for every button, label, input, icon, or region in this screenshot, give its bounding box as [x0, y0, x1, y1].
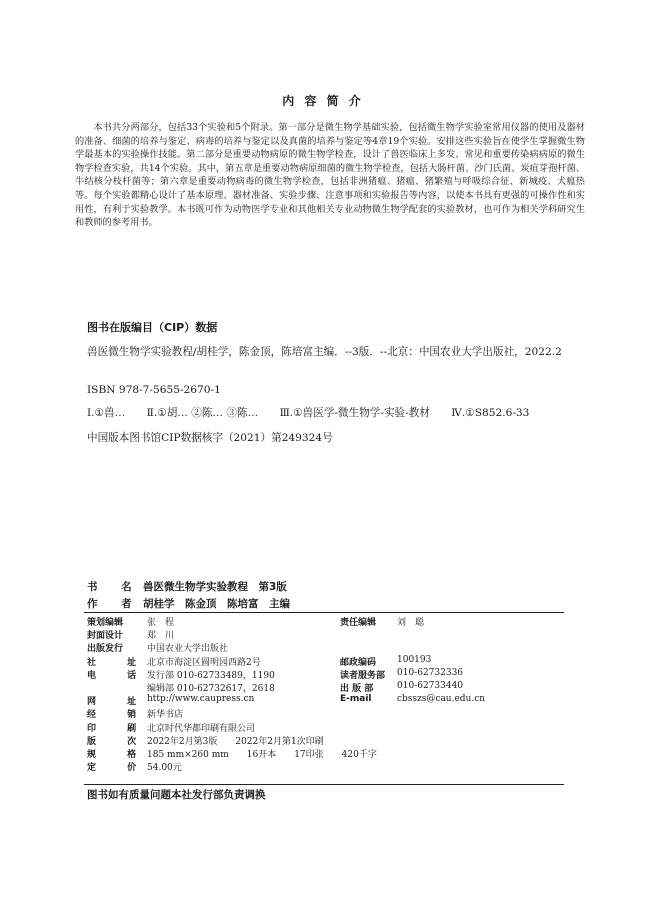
summary-text: 本书共分两部分，包括33个实验和5个附录。第一部分是微生物学基础实验，包括微生物学实验室常用仪器的使用及器材的准备、细菌的培养与鉴定、病毒的培养与鉴定以及真菌的培养与鉴定等4章19个实验。安排这些实验旨在使学生掌握微生物学最基本的实验操作技能。第二部分是重要动物病原的微生物学检查，设计了兽医临床上多发、常见和重要传染病病原的微生物学检查实验，共14个实验。其中，第五章是重要动物病原细菌的微生物学检查，包括大肠杆菌、沙门氏菌、炭疽芽孢杆菌、牛结核分枝杆菌等；第六章是重要动物病毒的微生物学检查，包括非洲猪瘟、猪瘟、猪繁殖与呼吸综合征、新城疫、犬瘟热等。每个实验都精心设计了基本原理、器材准备、实验步骤、注意事项和实验报告等内容，以使本书具有更强的可操作性和实用性，有利于实验教学。本书既可作为动物医学专业和其他相关专业动物微生物学配套的实验教材，也可作为相关学科研究生和教师的参考用书。 [75, 122, 585, 229]
phone-editorial-value: 编辑部 010-62732617，2618 [147, 683, 275, 694]
cip-classification-row [87, 405, 547, 420]
quality-notice: 图书如有质量问题本社发行部负责调换 [87, 789, 266, 801]
price-label: 定 价 [87, 763, 151, 774]
pub-row-address [87, 655, 577, 668]
email-label: E-mail [340, 694, 372, 705]
phone-label: 电 话 [87, 670, 151, 681]
cip-number: 中国版本图书馆CIP数据核字（2021）第249324号 [87, 432, 333, 444]
planning-editor-label: 策划编辑 [87, 618, 124, 628]
pub-row-printing [87, 721, 577, 734]
book-author-value: 胡桂学 陈金顶 陈培富 主编 [143, 598, 290, 610]
price-value: 54.00元 [147, 763, 182, 774]
cip-classification-3: Ⅲ.①兽医学-微生物学-实验-教材 [279, 407, 430, 419]
distribution-label: 经 销 [87, 710, 151, 721]
cip-heading: 图书在版编目（CIP）数据 [87, 321, 218, 334]
publisher-value: 中国农业大学出版社 [147, 644, 229, 655]
summary-title: 内 容 简 介 [282, 94, 364, 108]
edition-label: 版 次 [87, 736, 151, 747]
book-title-value: 兽医微生物学实验教程 第3版 [143, 581, 287, 593]
publication-info [87, 615, 577, 773]
postcode-label: 邮政编码 [340, 657, 377, 668]
bottom-divider [84, 784, 564, 785]
cip-title-line: 兽医微生物学实验教程/胡桂学，陈金顶，陈培富主编．--3版．--北京：中国农业大学出版社，2022.2 [87, 346, 562, 358]
pub-row-edition [87, 734, 577, 747]
pub-row-cover [87, 628, 577, 641]
pub-row-distribution [87, 707, 577, 720]
cip-classification-4: Ⅳ.①S852.6-33 [451, 407, 530, 419]
cip-isbn: ISBN 978-7-5655-2670-1 [87, 384, 221, 396]
pub-row-spec [87, 747, 577, 760]
website-label: 网 址 [87, 697, 151, 708]
cip-classification-2: Ⅱ.①胡… ②陈… ③陈… [146, 407, 259, 419]
website-value[interactable]: http://www.caupress.cn [147, 694, 255, 705]
pub-row-phone-1 [87, 668, 577, 681]
book-title-label: 书 名 [87, 581, 142, 593]
cover-design-value: 郑 川 [147, 631, 175, 642]
responsible-editor-label: 责任编辑 [340, 618, 377, 628]
edition-value: 2022年2月第3版 2022年2月第1次印刷 [147, 736, 324, 747]
postcode-value: 100193 [397, 654, 432, 665]
book-title-row [87, 579, 287, 594]
printing-value: 北京时代华都印刷有限公司 [147, 723, 256, 734]
pub-row-editors [87, 615, 577, 628]
publishing-value: 010-62733440 [397, 680, 464, 691]
book-author-label: 作 者 [87, 598, 142, 610]
responsible-editor-value: 刘 聪 [397, 618, 425, 628]
distribution-value: 新华书店 [147, 710, 184, 721]
phone-issue-value: 发行部 010-62733489，1190 [147, 670, 275, 681]
publishing-label: 出 版 部 [340, 683, 374, 694]
address-label: 社 址 [87, 657, 151, 668]
pub-row-price [87, 760, 577, 773]
planning-editor-value: 张 程 [147, 618, 175, 628]
pub-row-phone-2 [87, 681, 577, 694]
address-value: 北京市海淀区圆明园西路2号 [147, 657, 261, 668]
top-divider [84, 612, 564, 613]
spec-label: 规 格 [87, 749, 151, 760]
cover-design-label: 封面设计 [87, 631, 124, 642]
publisher-label: 出版发行 [87, 644, 124, 655]
reader-service-label: 读者服务部 [340, 670, 386, 681]
email-value[interactable]: cbsszs@cau.edu.cn [397, 694, 486, 705]
printing-label: 印 刷 [87, 723, 151, 734]
pub-row-publisher [87, 641, 577, 654]
book-author-row [87, 596, 290, 611]
spec-value: 185 mm×260 mm 16开本 17印张 420千字 [147, 749, 377, 760]
pub-row-website [87, 694, 577, 707]
reader-service-value: 010-62732336 [397, 667, 464, 678]
cip-classification-1: Ⅰ.①兽… [87, 407, 126, 419]
